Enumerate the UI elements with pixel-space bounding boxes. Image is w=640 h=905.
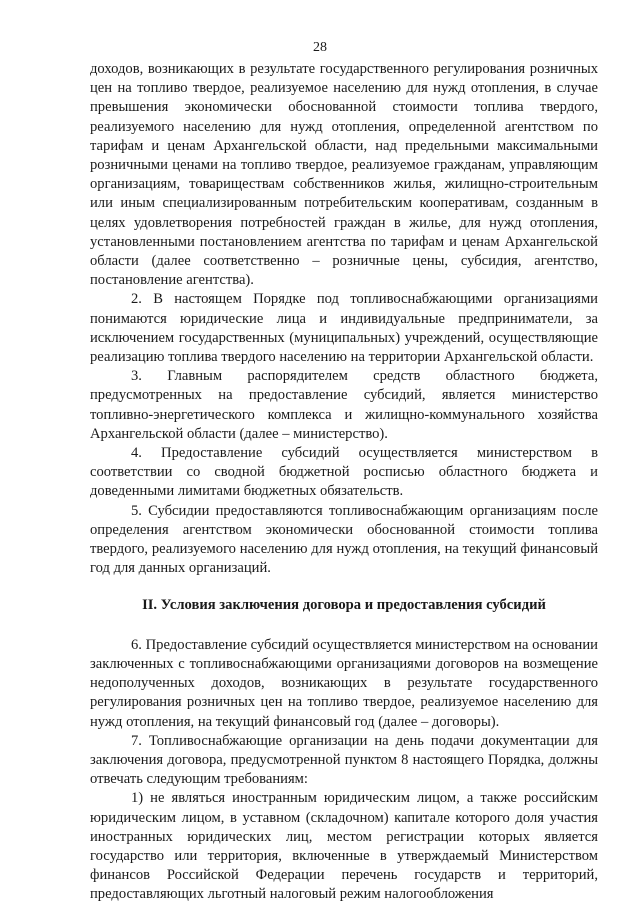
paragraph-7: 7. Топливоснабжающие организации на день подачи документации для заключения договора, предусмотренной пунктом 8 настоящего Порядка, должны отвечать следующим требованиям:: [90, 732, 598, 788]
section-heading: II. Условия заключения договора и предоставления субсидий: [142, 597, 546, 614]
paragraph-6: 6. Предоставление субсидий осуществляется министерством на основании заключенных с топливоснабжающими организациями договоров на возмещение недополученных доходов, возникающих в результате государственного регулирования розничных цен на топливо твердое, реализуемое населению для нужд отопления, на текущий финансовый год (далее – договоры).: [90, 636, 598, 730]
paragraph-1-continuation: доходов, возникающих в результате государственного регулирования розничных цен на топливо твердое, реализуемое населению для нужд отопления, в случае превышения экономически обоснованной стоимости топлива твердого, реализуемого населению для нужд отопления, определенной агентством по тарифам и ценам Архангельской области, над предельными максимальными розничными ценами на топливо твердое, реализуемое гражданам, управляющим организациям, товариществам собственников жилья, жилищно-строительным или иным специализированным потребительским кооперативам, созданным в целях удовлетворения потребностей граждан в жилье, для нужд отопления, установленными постановлением агентства по тарифам и ценам Архангельской области (далее соответственно – розничные цены, субсидия, агентство, постановление агентства).: [90, 61, 598, 289]
paragraph-2: 2. В настоящем Порядке под топливоснабжающими организациями понимаются юридические лица и индивидуальные предприниматели, за исключением государственных (муниципальных) учреждений, осуществляющие реализацию топлива твердого населению на территории Архангельской области.: [90, 291, 598, 366]
paragraph-3: 3. Главным распорядителем средств областного бюджета, предусмотренных на предоставление субсидий, является министерство топливно-энергетического комплекса и жилищно-коммунального хозяйства Архангельской области (далее – министерство).: [90, 368, 598, 442]
paragraph-5: 5. Субсидии предоставляются топливоснабжающим организациям после определения агентством экономически обоснованной стоимости топлива твердого, реализуемого населению для нужд отопления, на текущий финансовый год для данных организаций.: [90, 502, 598, 577]
document-body: [90, 60, 598, 905]
paragraph-7-item-1: 1) не являться иностранным юридическим лицом, а также российским юридическим лицом, в уставном (складочном) капитале которого доля участия иностранных юридических лиц, местом регистрации которых является государство или территория, включенные в утверждаемый Министерством финансов Российской Федерации перечень государств и территорий, предоставляющих льготный налоговый режим налогообложения: [90, 790, 598, 903]
paragraph-4: 4. Предоставление субсидий осуществляется министерством в соответствии со сводной бюджетной росписью областного бюджета и доведенными лимитами бюджетных обязательств.: [90, 445, 598, 500]
page-number: 28: [313, 40, 327, 55]
